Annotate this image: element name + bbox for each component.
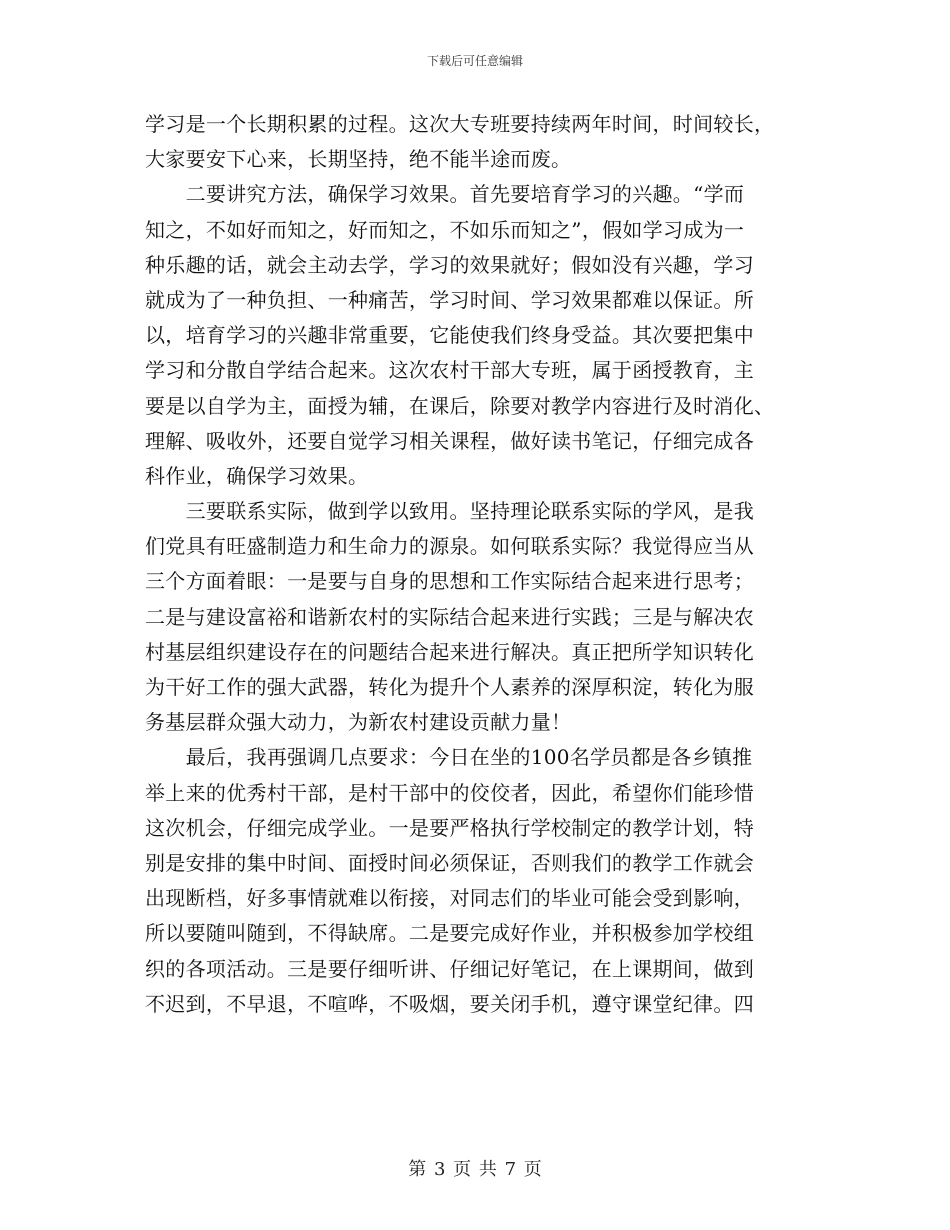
- text-line: 就成为了一种负担、一种痛苦，学习时间、学习效果都难以保证。所: [145, 287, 754, 312]
- text-line: 理解、吸收外，还要自觉学习相关课程，做好读书笔记，仔细完成各: [145, 428, 754, 453]
- text-line: 要是以自学为主，面授为辅，在课后，除要对教学内容进行及时消化、: [145, 393, 775, 418]
- text-line: 知之，不如好而知之，好而知之，不如乐而知之”，假如学习成为一: [145, 217, 745, 242]
- text-line: 二要讲究方法，确保学习效果。首先要培育学习的兴趣。“学而: [145, 182, 745, 207]
- text-line: 二是与建设富裕和谐新农村的实际结合起来进行实践；三是与解决农: [145, 604, 754, 629]
- text-line: 所以要随叫随到，不得缺席。二是要完成好作业，并积极参加学校组: [145, 921, 754, 946]
- page-header-note: 下载后可任意编辑: [426, 54, 523, 68]
- text-line: 务基层群众强大动力，为新农村建设贡献力量！: [145, 710, 572, 735]
- text-line: 学习是一个长期积累的过程。这次大专班要持续两年时间，时间较长，: [145, 112, 775, 136]
- text-line: 举上来的优秀村干部，是村干部中的佼佼者，因此，希望你们能珍惜: [145, 780, 754, 805]
- text-line: 这次机会，仔细完成学业。一是要严格执行学校制定的教学计划，特: [145, 815, 754, 840]
- document-body: [145, 107, 805, 1022]
- text-line: 织的各项活动。三是要仔细听讲、仔细记好笔记，在上课期间，做到: [145, 956, 754, 981]
- text-line: 为干好工作的强大武器，转化为提升个人素养的深厚积淀，转化为服: [145, 675, 754, 699]
- text-line: 别是安排的集中时间、面授时间必须保证，否则我们的教学工作就会: [145, 850, 754, 875]
- text-line: 三个方面着眼：一是要与自身的思想和工作实际结合起来进行思考；: [145, 569, 754, 594]
- text-line: 村基层组织建设存在的问题结合起来进行解决。真正把所学知识转化: [145, 639, 754, 664]
- text-line: 出现断档，好多事情就难以衔接，对同志们的毕业可能会受到影响，: [145, 886, 754, 911]
- text-line: 三要联系实际，做到学以致用。坚持理论联系实际的学风，是我: [145, 499, 754, 524]
- text-line: 学习和分散自学结合起来。这次农村干部大专班，属于函授教育，主: [145, 358, 754, 383]
- text-line: 种乐趣的话，就会主动去学，学习的效果就好；假如没有兴趣，学习: [145, 252, 754, 277]
- text-line: 科作业，确保学习效果。: [145, 463, 369, 488]
- text-line: 以，培育学习的兴趣非常重要，它能使我们终身受益。其次要把集中: [145, 323, 754, 348]
- text-line: 最后，我再强调几点要求：今日在坐的100名学员都是各乡镇推: [145, 745, 753, 770]
- page-number-footer: 第 3 页 共 7 页: [408, 1159, 542, 1180]
- text-line: 不迟到，不早退，不喧哗，不吸烟，要关闭手机，遵守课堂纪律。四: [145, 991, 754, 1016]
- text-line: 们党具有旺盛制造力和生命力的源泉。如何联系实际？我觉得应当从: [145, 534, 754, 559]
- text-line: 大家要安下心来，长期坚持，绝不能半途而废。: [145, 147, 572, 172]
